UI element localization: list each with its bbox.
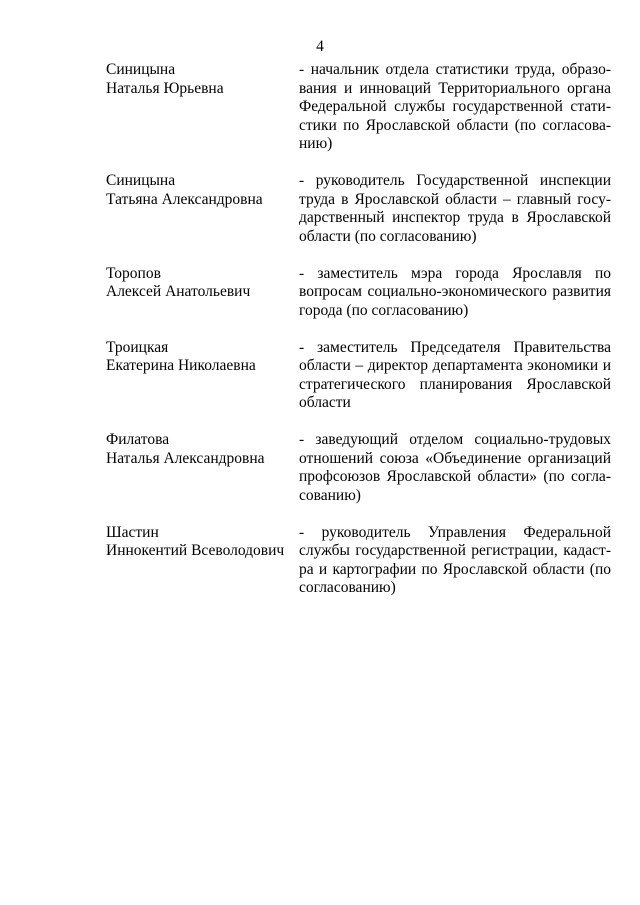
- member-position: - начальник отдела статистики труда, образования и инноваций Территориального органа Федеральной службы государственной статистики по Ярославской области (по согласованию): [299, 61, 611, 152]
- member-list: [106, 61, 611, 616]
- member-position: - руководитель Государственной инспекции труда в Ярославской области – главный государственный инспектор труда в Ярославской области (по согласованию): [299, 172, 611, 245]
- member-surname: Синицына: [106, 61, 176, 78]
- member-given-names: Наталья Юрьевна: [106, 79, 224, 97]
- member-entry: [106, 265, 611, 321]
- member-surname: Филатова: [106, 431, 170, 448]
- member-given-names: Наталья Александровна: [106, 449, 265, 467]
- member-position: - руководитель Управления Федеральной службы государственной регистрации, кадастра и картографии по Ярославской области (по согласованию): [299, 523, 611, 596]
- member-position: - заместитель Председателя Правительства области – директор департамента экономики и стратегического планирования Ярославской области: [299, 338, 611, 411]
- page-number: 4: [316, 38, 324, 55]
- member-position: - заместитель мэра города Ярославля по вопросам социально-экономического развития города (по согласованию): [299, 264, 611, 319]
- member-given-names: Алексей Анатольевич: [106, 283, 251, 300]
- member-surname: Торопов: [106, 264, 161, 282]
- member-name: [106, 172, 299, 246]
- member-entry: [106, 431, 611, 505]
- member-entry: [106, 172, 611, 246]
- member-entry: [106, 524, 611, 598]
- member-name: [106, 524, 299, 598]
- member-name: [106, 265, 299, 321]
- member-entry: [106, 61, 611, 154]
- member-given-names: Иннокентий Всеволодович: [106, 542, 285, 559]
- member-surname: Троицкая: [106, 338, 169, 356]
- member-entry: [106, 339, 611, 413]
- member-name: [106, 339, 299, 413]
- member-name: [106, 61, 299, 154]
- member-given-names: Татьяна Александровна: [106, 190, 263, 208]
- member-name: [106, 431, 299, 505]
- member-position: - заведующий отделом социально-трудовых отношений союза «Объединение организаций профсоюзов Ярославской области» (по согласованию): [299, 431, 611, 504]
- member-surname: Синицына: [106, 172, 176, 189]
- member-given-names: Екатерина Николаевна: [106, 357, 256, 374]
- member-surname: Шастин: [106, 523, 159, 541]
